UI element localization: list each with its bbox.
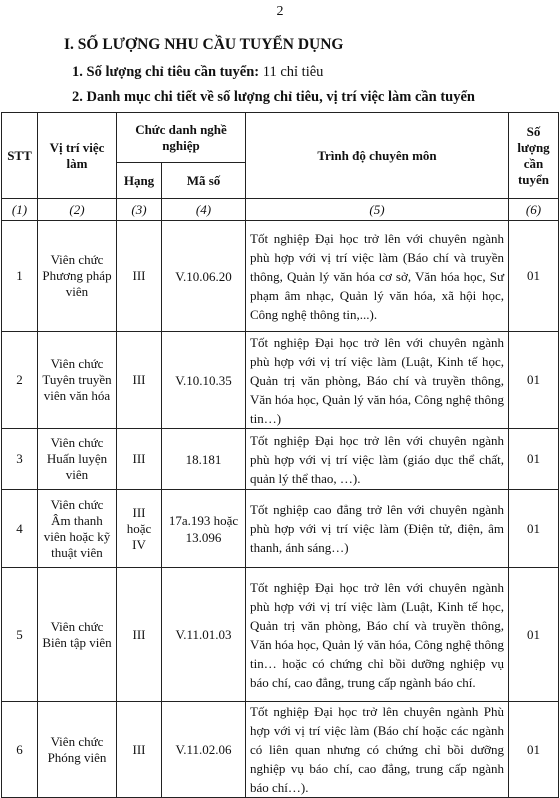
table-row [2,332,559,429]
header-code: Mã số [162,163,246,199]
table-row [2,221,559,332]
cell-rank: III hoặc IV [117,490,162,568]
cell-quantity: 01 [509,221,559,332]
table-row [2,490,559,568]
cell-quantity: 01 [509,429,559,490]
table-row [2,429,559,490]
cell-rank: III [117,221,162,332]
index-cell: (2) [38,199,117,221]
cell-stt: 2 [2,332,38,429]
cell-stt: 1 [2,221,38,332]
cell-code: V.10.06.20 [162,221,246,332]
cell-qualification: Tốt nghiệp cao đẳng trở lên với chuyên ngành phù hợp với vị trí việc làm (Điện tử, điện, âm thanh, ánh sáng…) [246,490,509,568]
subheading-detail: 2. Danh mục chi tiết về số lượng chỉ tiêu, vị trí việc làm cần tuyển [72,89,475,105]
cell-stt: 3 [2,429,38,490]
cell-rank: III [117,429,162,490]
cell-qualification: Tốt nghiệp Đại học trở lên với chuyên ngành phù hợp với vị trí việc làm (Luật, Kinh tế học, Quản trị văn phòng, Báo chí và truyền thông, Văn hóa học, Quản lý văn hóa, Công nghệ thông tin…) [246,332,509,429]
header-title-group: Chức danh nghề nghiệp [117,113,246,163]
cell-rank: III [117,568,162,702]
cell-quantity: 01 [509,568,559,702]
index-cell: (3) [117,199,162,221]
header-qualification: Trình độ chuyên môn [246,113,509,199]
cell-position: Viên chức Âm thanh viên hoặc kỹ thuật viên [38,490,117,568]
index-cell: (5) [246,199,509,221]
subheading-quota [72,64,323,81]
cell-code: V.10.10.35 [162,332,246,429]
cell-qualification: Tốt nghiệp Đại học trở lên với chuyên ngành phù hợp với vị trí việc làm (giáo dục thể chất, quản lý thể thao, …). [246,429,509,490]
cell-stt: 6 [2,702,38,798]
recruitment-table [1,112,559,798]
subheading-quota-value: 11 chỉ tiêu [259,64,324,80]
cell-stt: 4 [2,490,38,568]
subheading-quota-label: 1. Số lượng chỉ tiêu cần tuyển: [72,64,260,80]
header-stt: STT [2,113,38,199]
cell-rank: III [117,332,162,429]
cell-position: Viên chức Tuyên truyền viên văn hóa [38,332,117,429]
cell-position: Viên chức Phóng viên [38,702,117,798]
cell-quantity: 01 [509,490,559,568]
index-row [2,199,559,221]
index-cell: (6) [509,199,559,221]
page-number: 2 [276,4,284,19]
cell-code: V.11.01.03 [162,568,246,702]
header-position: Vị trí việc làm [38,113,117,199]
cell-position: Viên chức Biên tập viên [38,568,117,702]
cell-rank: III [117,702,162,798]
table-row [2,702,559,798]
cell-quantity: 01 [509,332,559,429]
header-quantity: Số lượng cần tuyển [509,113,559,199]
cell-qualification: Tốt nghiệp Đại học trở lên chuyên ngành Phù hợp với vị trí việc làm (Báo chí hoặc các ngành có liên quan nhưng có chứng chỉ bồi dưỡng nghiệp vụ báo chí, cao đẳng, trung cấp ngành báo chí…). [246,702,509,798]
header-rank: Hạng [117,163,162,199]
index-cell: (1) [2,199,38,221]
cell-code: 17a.193 hoặc 13.096 [162,490,246,568]
table-row [2,568,559,702]
cell-qualification: Tốt nghiệp Đại học trở lên với chuyên ngành phù hợp với vị trí việc làm (Luật, Kinh tế học, Quản trị văn phòng, Báo chí và truyền thông, Văn hóa học, Quản lý văn hóa, Công nghệ thông tin… hoặc có chứng chỉ bồi dưỡng nghiệp vụ báo chí, cao đẳng, trung cấp ngành báo chí. [246,568,509,702]
cell-code: 18.181 [162,429,246,490]
cell-code: V.11.02.06 [162,702,246,798]
cell-position: Viên chức Phương pháp viên [38,221,117,332]
index-cell: (4) [162,199,246,221]
cell-position: Viên chức Huấn luyện viên [38,429,117,490]
cell-qualification: Tốt nghiệp Đại học trở lên với chuyên ngành phù hợp với vị trí việc làm (Báo chí và truyền thông, Quản lý văn hóa cơ sở, Văn hóa học, Sư phạm âm nhạc, Quản lý văn hóa, xã hội học, Công nghệ thông tin,...). [246,221,509,332]
cell-quantity: 01 [509,702,559,798]
cell-stt: 5 [2,568,38,702]
heading-main: I. SỐ LƯỢNG NHU CẦU TUYỂN DỤNG [64,36,344,53]
